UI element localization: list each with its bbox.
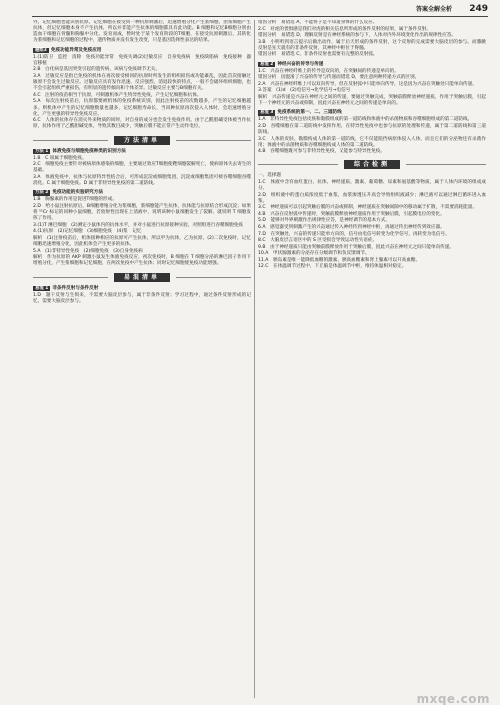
- paragraph: 4.C 注射的疫苗相当于抗原，可刺激机体产生特异性免疫，产生记忆细胞和抗体。: [33, 92, 202, 98]
- paragraph: 2.C 对虎的畏惧感是我们对虎的相关信息所形成的条件反射的结果，属于条件反射。: [258, 26, 431, 32]
- section-title: 体液免疫与细胞免疫种类的识别方法: [52, 148, 126, 154]
- paragraph: 2.C 细胞免疫主要针对被病原体感染的细胞，主要通过效应T细胞使靶细胞裂解死亡，使病原体失去寄生的基础。: [33, 162, 251, 174]
- paragraph: 2.B 白化病是基因突变引起的遗传病，该病与免疫调节无关。: [33, 67, 160, 73]
- paragraph: 8.C 大脑皮层言语区中的 S 区受损会导致运动性失语症。: [258, 238, 378, 244]
- section-title: 神经兴奋的传导与传递: [277, 61, 324, 67]
- paragraph: 解析 作为抗原的 AKP 刺激小鼠发生体液免疫反应，初次免疫时，B 细胞在 T 细胞分泌的淋巴因子作用下增殖分化，产生浆细胞和记忆细胞，在两次免疫中产生抗体；同时记忆细胞使免疫功能增强。: [33, 255, 251, 267]
- paragraph: 3.答案 (1)d (2)电信号→化学信号→电信号: [258, 88, 351, 94]
- paragraph: 5.D 能够对外界刺激作出规律性应答，是神经调节的基本方式。: [258, 218, 390, 224]
- section-title: 免疫功能的实验研究方法: [52, 190, 103, 196]
- paragraph: 1.A 非特异性免疫包括皮肤和黏膜组成的第一道防线和体液中的杀菌物质和吞噬细胞组成的第二道防线。: [258, 117, 473, 123]
- paragraph: 12.C 在体温调节过程中，下丘脑是体温调节中枢，维持体温相对稳定。: [258, 264, 407, 270]
- paragraph: 3.(1)T 淋巴细胞 (2)测定小鼠体内的抗体水平，并对小鼠进行抗原接种实验，对照组进行吞噬细胞免疫: [33, 222, 244, 228]
- paragraph: 3.B 小明听到语言提示后做出动作，属于后天形成的条件反射，这个反射的完成需要大脑皮层的参与。而膝跳反射是先天就有的非条件反射，其神经中枢位于脊髓。: [258, 39, 486, 51]
- banner-rule: [176, 277, 251, 278]
- watermark-text: mxqe.com: [416, 691, 490, 705]
- paragraph: 1.B 胸腺素的作用是促进T细胞的形成。: [33, 197, 117, 203]
- column-divider: [254, 20, 255, 698]
- paragraph: 2.D 吞噬细胞在第二道防线中发挥作用，在特异性免疫中也参与抗原的处理和传递，属于第二道防线和第三道防线。: [258, 123, 486, 136]
- paragraph: 4.(1)抗原 (2)记忆细胞 (3)细胞免疫 (4)浆 记忆: [33, 229, 142, 235]
- paragraph: 1.D 题干反射与生俱来，不需要大脑皮层参与，属于非条件反射；学习过程中，通过条件反射形成的记忆，需要大脑皮层参与。: [33, 292, 251, 304]
- section-heading: [33, 48, 251, 54]
- section-heading: [258, 110, 486, 116]
- paragraph: 1.C 兴奋在神经纤维上的传导是双向的，在突触间的传递是单向的。: [258, 68, 399, 74]
- paragraph: 10.A 甲状腺激素的分泌存在分级调节和负反馈调节。: [258, 251, 370, 257]
- section-banner: [33, 273, 251, 282]
- section-tag: 易混 3: [260, 110, 274, 116]
- banner-rule: [258, 164, 338, 165]
- paragraph: 2.D 组织液中的蛋白质浓度低于血浆，血浆渗透压升高会导致组织液减少；淋巴液可以通过淋巴循环进入血浆。: [258, 192, 486, 204]
- paragraph: 一、选择题: [258, 173, 281, 179]
- banner-label: 方法清单: [114, 136, 170, 145]
- header-title: 答案全解全析: [415, 6, 452, 13]
- banner-label: 易混清单: [114, 273, 170, 282]
- paragraph: 9.B 由于神经递质只能由突触前膜释放作用于突触后膜，因此兴奋在神经元之间只能单向传递。: [258, 244, 454, 250]
- section-tag: 方法 1: [35, 148, 49, 154]
- paragraph: 7.D 在突触处，兴奋的传递只能单方向的，信号由电信号转变为化学信号，再转变为电信号。: [258, 231, 450, 237]
- section-heading: [33, 286, 251, 292]
- paragraph: 3.A 过敏反应是指已免疫的机体在再次接受相同的抗原时所发生的组织损伤或功能紊乱，因此首次接触过敏原不会发生过敏反应。过敏反应具有发作迅速、反应强烈、消退较快的特点，一般不会破坏组织细胞，也不会引起组织严重损伤，有明显的遗传倾向和个体差异。过敏反应主要与B细胞有关。: [33, 74, 251, 92]
- section-tag: 题组3: [35, 47, 47, 53]
- paragraph: 5.A (1)非特异性免疫 (2)细胞免疫 (3)自身免疫病: [33, 248, 143, 254]
- paragraph: 错因分析 易错选 C，非条件反射也需要有完整的反射弧。: [258, 52, 378, 58]
- paragraph: 6.C 人体的抗体存在消灭外来物质的同时，对自身的成分也会发生免疫作用。由于乙酰胆碱受体被当作抗原，抗体作用于乙酰胆碱受体，导致其数目减少，突触后膜不能正常产生动作电位。: [33, 118, 251, 130]
- banner-rule: [33, 140, 108, 141]
- section-tag: 易混 2: [260, 61, 274, 67]
- section-heading: [258, 62, 486, 68]
- page-number: 249: [469, 4, 488, 14]
- section-tag: 方法 2: [35, 190, 49, 196]
- paragraph: 2.A 兴奋在神经纤维上可以双向传导，但在反射弧中只能单向传导，这是因为兴奋在突触处只能单向传递。: [258, 81, 477, 87]
- paragraph: 1.(1)防卫 监控 清除 免疫功能异常 免疫失调(2)过敏反应 自身免疫病 免疫缺陷病 免疫接种 器官移植: [33, 54, 251, 66]
- paragraph: 2.D 给小鼠注射抗原后，B细胞增殖分化为浆细胞，浆细胞能产生抗体，抗体能与抗原结合形成沉淀；如果将 ⁵¹Cr 标记的同种小鼠细胞，若放射性出现在上清液中，说明该种小鼠细胞发生了裂解，就说明 T 细胞发挥了作用。: [33, 204, 251, 222]
- watermark: [384, 673, 494, 703]
- paragraph: 11.A 胰岛素是唯一能降低血糖的激素，胰高血糖素和肾上腺素可以升高血糖。: [258, 257, 421, 263]
- paragraph: 错因分析 因混淆了兴奋的传导与传递而错选 D，要注意两种传递方式的区别。: [258, 75, 420, 81]
- section-title: 非条件反射与条件反射: [52, 285, 99, 291]
- section-heading: [33, 149, 251, 155]
- banner-label: 综合检测: [344, 160, 400, 169]
- paragraph: 4.B 吞噬细胞既可参与非特异性免疫，又能参与特异性免疫。: [258, 149, 385, 155]
- section-banner: [258, 160, 486, 169]
- paragraph: 错因分析 易错选 D，理解反射是在神经系统的参与下，人体对内外环境变化作出的规律性应答。: [258, 33, 456, 39]
- page-header: [32, 6, 488, 17]
- section-title: 免疫功能异常及免疫应用: [50, 47, 102, 53]
- paragraph: 错因分析 易错选 A，不能将子是不知道身体的什么反应。: [258, 20, 378, 25]
- right-column: [258, 20, 486, 670]
- paragraph: 5.A 每次注射疫苗后，抗原都要被机体的免疫系统识别，因此注射疫苗的次数越多，产生的记忆细胞越多。则机体中产生的记忆细胞数量也越多，记忆细胞寿命长，当同种抗原再次侵入人体时，会迅速增殖分化，产生更强的特异性免疫反应。: [33, 99, 251, 117]
- paragraph: 3.A 体液免疫中，抗体与抗原特异性结合后，可形成沉淀或细胞集团，沉淀或细胞集团可被吞噬细胞吞噬消化。C 属于细胞免疫。D 属于非特异性免疫的第二道防线。: [33, 175, 251, 187]
- paragraph: 3.C 神经递质可以引起突触后膜的兴奋或抑制，神经递质在突触间隙中的移动属于扩散，不需要消耗能量。: [258, 205, 477, 211]
- paragraph: 6.A 感觉器受到刺激产生的兴奋通过传入神经传到神经中枢，再通过传出神经传到效应器。: [258, 225, 445, 231]
- banner-rule: [176, 140, 251, 141]
- section-title: 免疫系统的第一、二、三道防线: [277, 110, 342, 116]
- paragraph: 外，记忆细胞也能识别抗原。记忆细胞在接受同一种抗原刺激后，迅速增殖分化产生浆细胞，由浆细胞产生抗体，但记忆细胞本身不产生抗体，所以并非能产生抗体的细胞都具有此功能。B 细胞和记忆B细胞分别由造血干细胞在骨髓和胸腺中分化、发育而成，暂时处于某个发育阶段的T细胞，在接受抗原刺激后，其转化为浆细胞和记忆细胞的过程中，遗传物质并没有发生改变，只是基因选择性表达的结果。: [33, 20, 251, 44]
- section-tag: 易混 1: [35, 285, 49, 291]
- paragraph: 解析 (1)注射疫苗后，机体接种相应的抗原可产生抗体，所以甲为抗体，乙为抗原。(2)二次免疫时，记忆细胞迅速增殖分化，因此机体会产生更多的抗体。: [33, 235, 251, 248]
- section-heading: [33, 190, 251, 196]
- paragraph: 3.C 人体的皮肤、黏膜构成人体的第一道防线，它不仅能阻挡病原体侵入人体，而且它们的分泌物还有杀菌作用；体液中的杀菌物质和吞噬细胞构成人体的第二道防线。: [258, 136, 486, 148]
- paragraph: 1.B C 项属于细胞免疫。: [33, 155, 87, 161]
- paragraph: 4.B 兴奋在反射弧中传递时，突触前膜释放神经递质作用于突触后膜，引起膜电位的变化。: [258, 211, 445, 217]
- paragraph: 解析 兴奋传递是兴奋在神经元之间的传递，要通过突触完成，突触前膜释放神经递质，作用于突触后膜，引起下一个神经元的兴奋或抑制，因此兴奋在神经元之间的传递是单向的。: [258, 94, 486, 106]
- banner-rule: [33, 277, 108, 278]
- section-banner: [33, 136, 251, 145]
- banner-rule: [406, 164, 486, 165]
- paragraph: 1.C 体液中含有血红蛋白、抗体、神经递质、激素、葡萄糖、尿素和氨基酸等物质，属于人体内环境的组成成分。: [258, 179, 486, 192]
- left-column: [33, 20, 251, 698]
